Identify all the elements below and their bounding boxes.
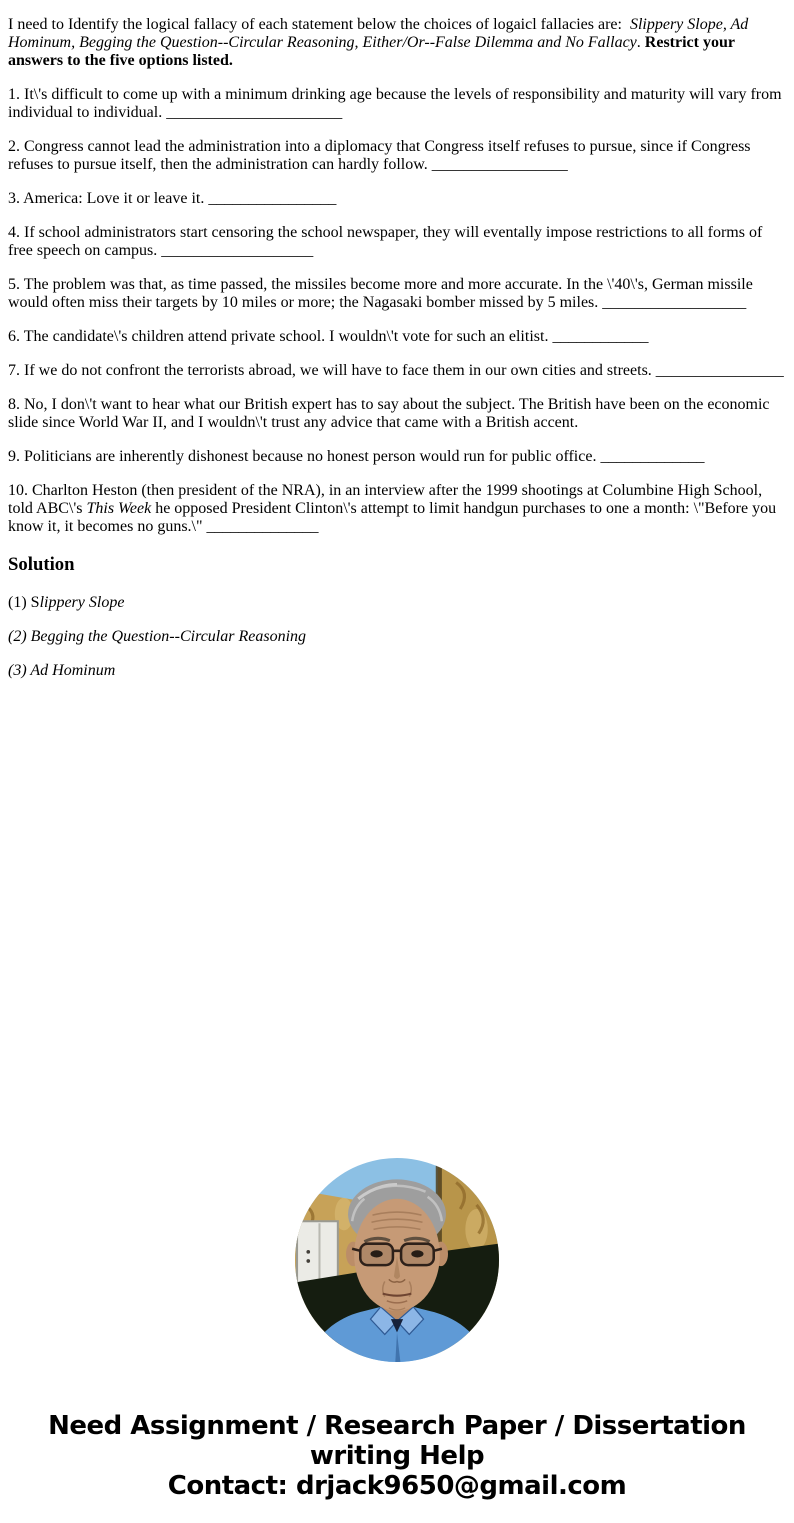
statement-10-post: he opposed President Clinton\'s attempt to limit handgun purchases to one a month: \"Before you know it, it becomes no guns.\" ______________: [8, 500, 777, 535]
statement-3-text: 3. America: Love it or leave it. ________________: [8, 190, 337, 207]
page: [0, 16, 794, 1501]
statement-7-text: 7. If we do not confront the terrorists abroad, we will have to face them in our own cities and streets. ________________: [8, 362, 784, 379]
statement-4-text: 4. If school administrators start censoring the school newspaper, they will eventally impose restrictions to all forms of free speech on campus. ___________________: [8, 224, 763, 259]
document: [8, 16, 786, 1501]
statement-7: [8, 362, 786, 380]
statement-4: [8, 224, 786, 260]
statement-10-pre: 10. Charlton Heston (then president of the NRA), in an interview after the 1999 shootings at Columbine High School, told ABC\'s: [8, 482, 763, 517]
statement-9-text: 9. Politicians are inherently dishonest because no honest person would run for public office. _____________: [8, 448, 705, 465]
solution-item-2: [8, 628, 786, 646]
intro-period: .: [636, 34, 645, 51]
solution-2-answer: (2) Begging the Question--Circular Reasoning: [8, 628, 307, 645]
statement-8: [8, 396, 786, 432]
footer-line-1: Need Assignment / Research Paper / Dissertation: [48, 1411, 746, 1441]
statement-2-text: 2. Congress cannot lead the administration into a diplomacy that Congress itself refuses to pursue, since if Congress refuses to pursue itself, then the administration can hardly follow. _________________: [8, 138, 751, 173]
intro-instruction: Restrict your answers to the five options listed.: [8, 34, 735, 69]
statement-6-text: 6. The candidate\'s children attend private school. I wouldn\'t vote for such an elitist. ____________: [8, 328, 649, 345]
intro-paragraph: [8, 16, 786, 70]
statement-10: [8, 482, 786, 536]
statement-5-text: 5. The problem was that, as time passed, the missiles become more and more accurate. In the \'40\'s, German missile would often miss their targets by 10 miles or more; the Nagasaki bomber missed by 5 miles. __________________: [8, 276, 753, 311]
footer-line-2: writing Help: [309, 1441, 485, 1471]
solution-1-answer: lippery Slope: [39, 594, 125, 611]
fallacy-options-list: Slippery Slope, Ad Hominum, Begging the Question--Circular Reasoning, Either/Or--False Dilemma and No Fallacy: [8, 16, 749, 51]
statement-1-text: 1. It\'s difficult to come up with a minimum drinking age because the levels of responsibility and maturity will vary from individual to individual. ______________________: [8, 86, 782, 121]
footer-contact-email: Contact: drjack9650@gmail.com: [167, 1471, 627, 1501]
statement-8-text: 8. No, I don\'t want to hear what our British expert has to say about the subject. The British have been on the economic slide since World War II, and I wouldn\'t trust any advice that came with a British accent.: [8, 396, 770, 431]
statement-3: [8, 190, 786, 208]
tv-show-title: This Week: [86, 500, 152, 517]
solution-item-3: [8, 662, 786, 680]
statement-9: [8, 448, 786, 466]
profile-photo: [295, 1158, 499, 1362]
solution-1-prefix: (1) S: [8, 594, 40, 611]
solution-item-1: [8, 594, 786, 612]
statement-2: [8, 138, 786, 174]
solution-heading: Solution: [8, 554, 75, 575]
statement-5: [8, 276, 786, 312]
intro-text: I need to Identify the logical fallacy of each statement below the choices of logaicl fallacies are:: [8, 16, 630, 33]
profile-photo-image: [295, 1158, 499, 1362]
footer-banner: [8, 1411, 786, 1501]
statement-1: [8, 86, 786, 122]
solution-3-answer: (3) Ad Hominum: [8, 662, 116, 679]
statement-6: [8, 328, 786, 346]
